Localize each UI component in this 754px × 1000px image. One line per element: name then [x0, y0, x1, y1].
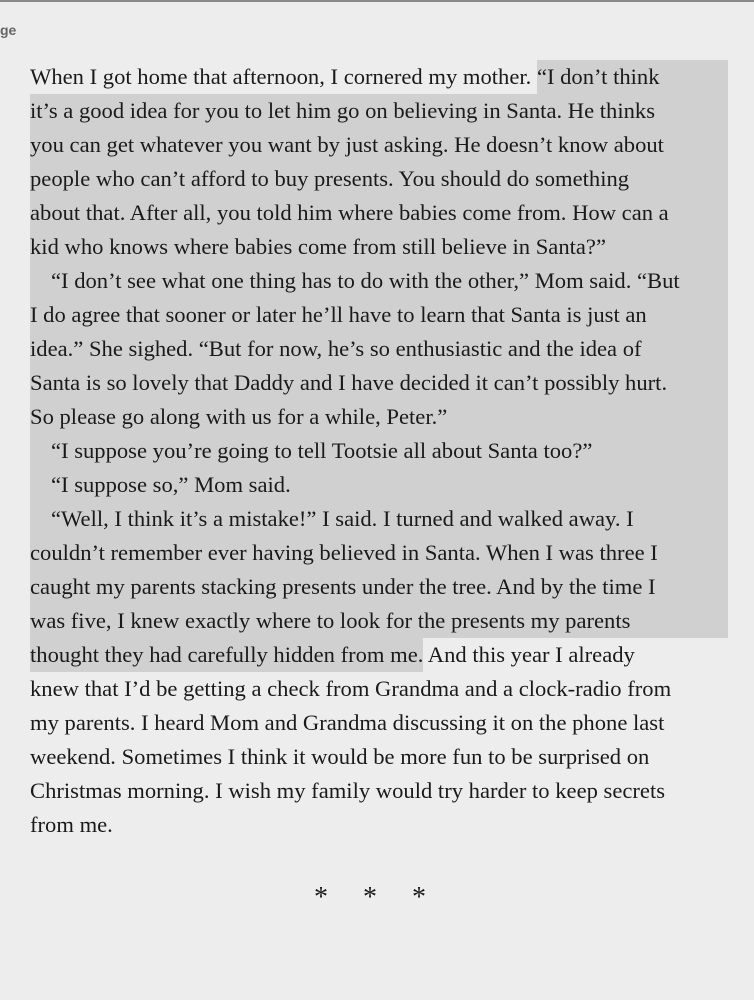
- text-segment: you can get whatever you want by just asking. He doesn’t know about: [30, 132, 664, 157]
- text-line[interactable]: [30, 434, 728, 468]
- line-text: [30, 506, 634, 531]
- text-line[interactable]: [30, 264, 728, 298]
- text-line[interactable]: [30, 332, 728, 366]
- text-line[interactable]: [30, 672, 728, 706]
- top-border: [0, 0, 754, 2]
- line-text: [30, 132, 664, 157]
- text-line[interactable]: [30, 298, 728, 332]
- text-line[interactable]: [30, 808, 728, 842]
- text-segment: I do agree that sooner or later he’ll have to learn that Santa is just an: [30, 302, 647, 327]
- text-line[interactable]: [30, 570, 728, 604]
- line-text: [30, 234, 606, 259]
- text-segment: “I suppose you’re going to tell Tootsie all about Santa too?”: [51, 438, 593, 463]
- line-text: [30, 64, 728, 89]
- text-segment: it’s a good idea for you to let him go on believing in Santa. He thinks: [30, 98, 656, 123]
- text-segment: about that. After all, you told him where babies come from. How can a: [30, 200, 669, 225]
- line-text: [30, 676, 671, 701]
- highlighted-text: thought they had carefully hidden from me.: [30, 638, 423, 672]
- text-segment: kid who knows where babies come from still believe in Santa?”: [30, 234, 606, 259]
- text-segment: “Well, I think it’s a mistake!” I said. I turned and walked away. I: [51, 506, 634, 531]
- text-segment: was five, I knew exactly where to look for the presents my parents: [30, 608, 631, 633]
- text-segment: from me.: [30, 812, 113, 837]
- text-segment: Christmas morning. I wish my family would try harder to keep secrets: [30, 778, 666, 803]
- line-text: [30, 540, 658, 565]
- page-header-title: ge: [0, 22, 17, 38]
- text-segment: couldn’t remember ever having believed in Santa. When I was three I: [30, 540, 658, 565]
- text-segment: people who can’t afford to buy presents. You should do something: [30, 166, 630, 191]
- line-text: [30, 744, 649, 769]
- text-line[interactable]: [30, 230, 728, 264]
- text-line[interactable]: [30, 196, 728, 230]
- text-line[interactable]: [30, 94, 728, 128]
- text-line[interactable]: [30, 536, 728, 570]
- text-segment: “I suppose so,” Mom said.: [51, 472, 291, 497]
- text-line[interactable]: [30, 366, 728, 400]
- text-segment: idea.” She sighed. “But for now, he’s so enthusiastic and the idea of: [30, 336, 642, 361]
- text-line[interactable]: [30, 774, 728, 808]
- text-line[interactable]: [30, 468, 728, 502]
- text-line[interactable]: [30, 706, 728, 740]
- line-text: [30, 438, 592, 463]
- line-text: [30, 608, 630, 633]
- text-line[interactable]: [30, 740, 728, 774]
- text-line[interactable]: [30, 128, 728, 162]
- text-line[interactable]: [30, 502, 728, 536]
- text-segment: And this year I already: [423, 642, 635, 667]
- text-segment: When I got home that afternoon, I cornered my mother.: [30, 64, 537, 89]
- text-segment: Santa is so lovely that Daddy and I have decided it can’t possibly hurt.: [30, 370, 668, 395]
- section-break: * * *: [314, 882, 440, 913]
- text-line[interactable]: [30, 60, 728, 94]
- text-segment: knew that I’d be getting a check from Grandma and a clock-radio from: [30, 676, 672, 701]
- line-text: [30, 642, 635, 667]
- line-text: [30, 98, 655, 123]
- line-text: [30, 268, 680, 293]
- text-line[interactable]: [30, 638, 728, 672]
- line-text: [30, 778, 665, 803]
- line-text: [30, 710, 664, 735]
- line-text: [30, 404, 447, 429]
- text-line[interactable]: [30, 400, 728, 434]
- line-text: [30, 370, 667, 395]
- text-segment: caught my parents stacking presents under the tree. And by the time I: [30, 574, 656, 599]
- line-text: [30, 166, 629, 191]
- text-segment: weekend. Sometimes I think it would be more fun to be surprised on: [30, 744, 650, 769]
- line-text: [30, 472, 291, 497]
- line-text: [30, 574, 656, 599]
- text-segment: “I don’t see what one thing has to do with the other,” Mom said. “But: [51, 268, 680, 293]
- highlighted-text: “I don’t think: [537, 60, 728, 94]
- text-segment: my parents. I heard Mom and Grandma discussing it on the phone last: [30, 710, 665, 735]
- line-text: [30, 812, 113, 837]
- text-line[interactable]: [30, 604, 728, 638]
- line-text: [30, 200, 669, 225]
- line-text: [30, 302, 647, 327]
- text-line[interactable]: [30, 162, 728, 196]
- line-text: [30, 336, 642, 361]
- text-segment: So please go along with us for a while, Peter.”: [30, 404, 448, 429]
